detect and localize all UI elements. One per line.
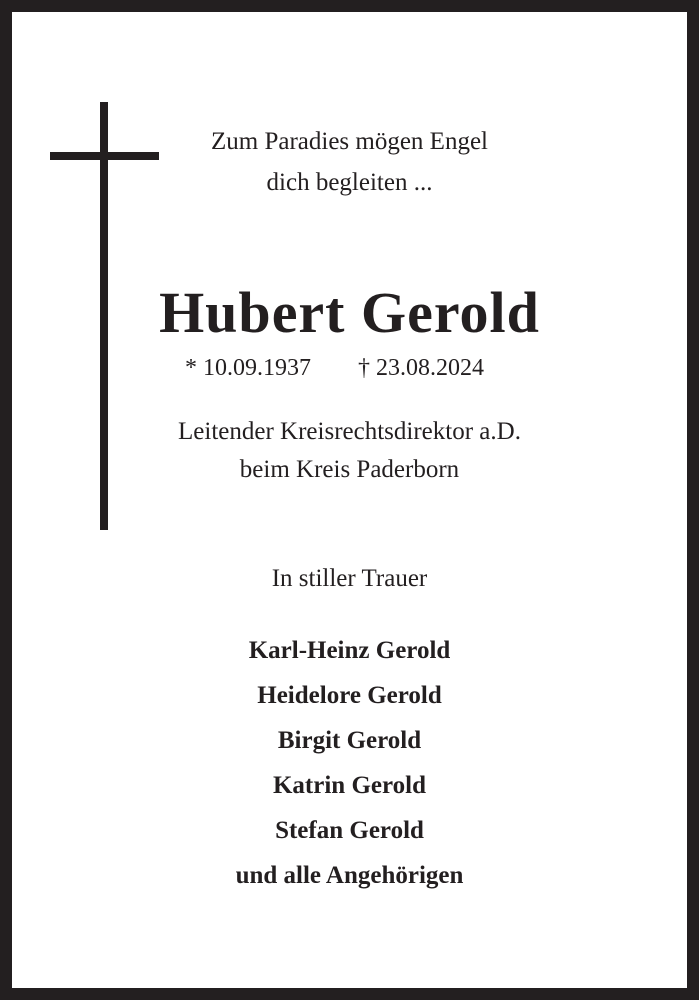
mourner-name: Birgit Gerold xyxy=(277,727,422,754)
verse-line-1: Zum Paradies mögen Engel xyxy=(210,128,488,155)
mourning-text: In stiller Trauer xyxy=(271,565,428,592)
deceased-title-line-1: Leitender Kreisrechtsdirektor a.D. xyxy=(178,418,521,445)
birth-date: * 10.09.1937 xyxy=(185,355,311,381)
deceased-name: Hubert Gerold xyxy=(159,280,540,345)
mourner-name: Karl-Heinz Gerold xyxy=(248,637,451,664)
verse-line-2: dich begleiten ... xyxy=(266,169,433,196)
mourner-relatives: und alle Angehörigen xyxy=(235,862,464,889)
deceased-title-line-2: beim Kreis Paderborn xyxy=(239,456,460,483)
mourner-name: Heidelore Gerold xyxy=(257,682,442,709)
mourner-name: Stefan Gerold xyxy=(275,817,424,844)
mourner-name: Katrin Gerold xyxy=(272,772,426,799)
death-date: † 23.08.2024 xyxy=(358,355,484,381)
